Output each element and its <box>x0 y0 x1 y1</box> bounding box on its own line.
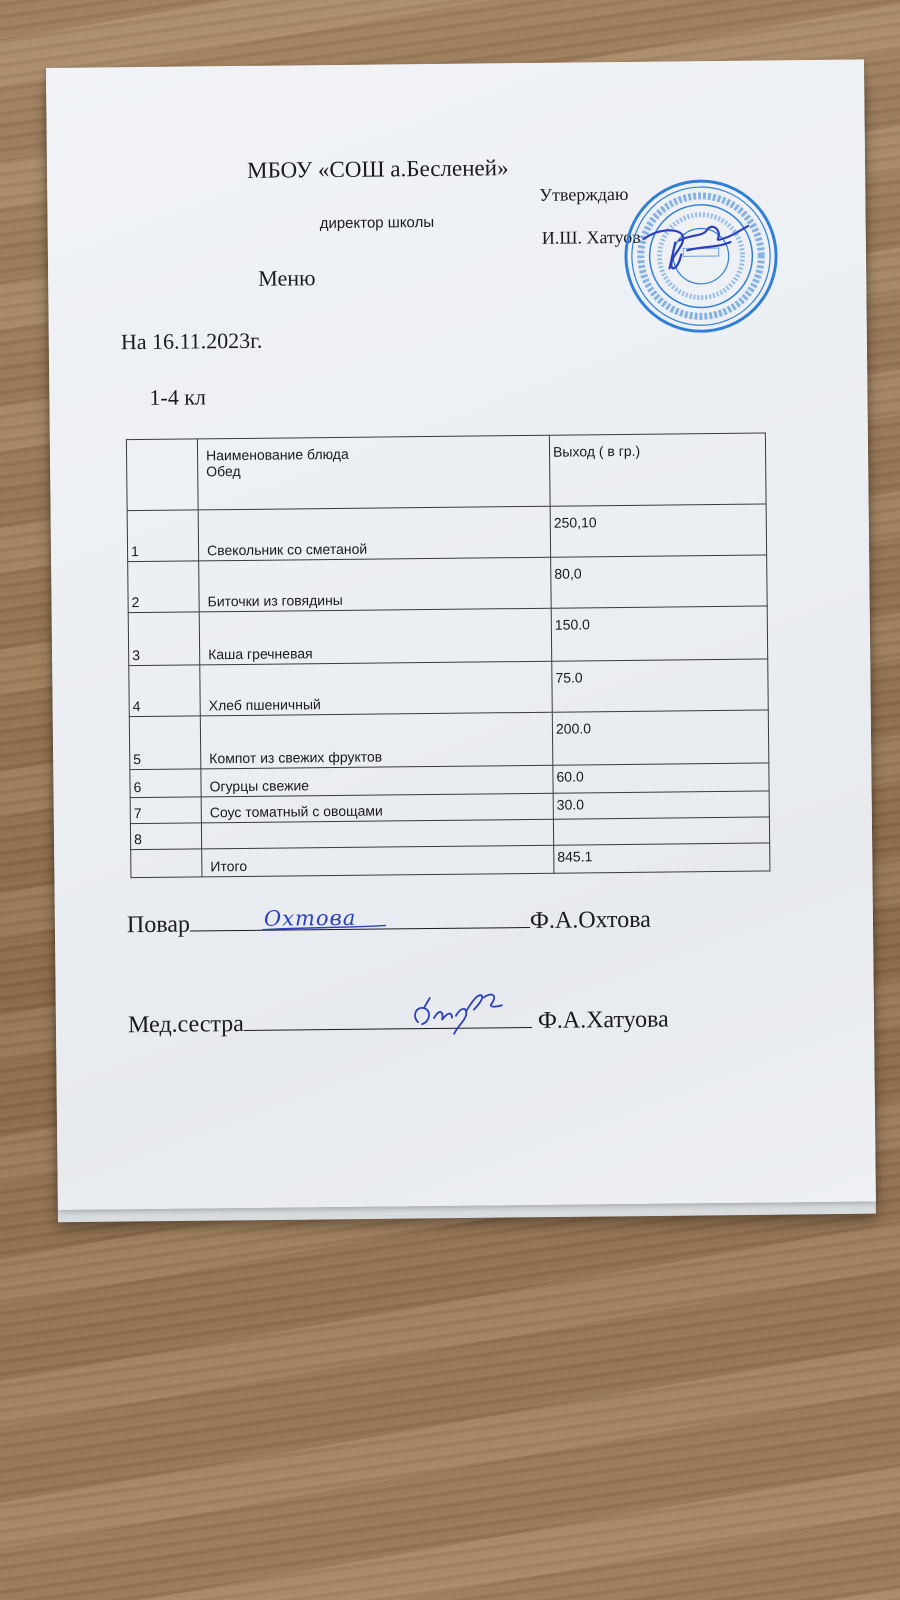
header-yield: Выход ( в гр.) <box>549 433 766 506</box>
document-title: Меню <box>258 265 316 291</box>
menu-table <box>126 432 771 878</box>
dish-name: Свекольник со сметаной <box>198 506 551 561</box>
table-row <box>128 606 768 666</box>
director-title: директор школы <box>319 213 435 233</box>
nurse-signature-line <box>128 1004 669 1040</box>
dish-name: Соус томатный с овощами <box>201 793 553 823</box>
dish-name: Огурцы свежие <box>201 765 553 797</box>
director-name: И.Ш. Хатуов <box>541 226 641 248</box>
table-header-row <box>126 433 766 511</box>
table-total-row <box>131 843 770 878</box>
dish-yield: 75.0 <box>552 659 769 712</box>
table-row <box>127 504 766 562</box>
header-name-cell <box>197 435 550 510</box>
cook-handwritten-signature-icon <box>260 900 390 935</box>
grade-label: 1-4 кл <box>149 384 207 410</box>
row-number: 3 <box>128 612 200 666</box>
nurse-label: Мед.сестра <box>127 1010 245 1039</box>
row-number: 2 <box>128 561 200 613</box>
dish-yield: 150.0 <box>551 606 768 661</box>
cook-label: Повар <box>126 911 191 939</box>
header-num-cell <box>126 439 198 511</box>
cook-handwritten-text: Охтова <box>263 905 357 931</box>
dish-name: Компот из свежих фруктов <box>200 712 553 769</box>
dish-name: Каша гречневая <box>199 608 552 665</box>
row-number: 8 <box>130 823 201 850</box>
school-name: МБОУ «СОШ а.Бесленей» <box>246 155 509 183</box>
menu-date: На 16.11.2023г. <box>120 327 263 355</box>
dish-yield: 30.0 <box>553 791 769 819</box>
dish-name: Биточки из говядины <box>199 557 552 612</box>
menu-document <box>46 59 876 1210</box>
row-number: 5 <box>129 716 201 770</box>
dish-yield: 80,0 <box>551 555 768 608</box>
round-seal-icon <box>621 176 781 336</box>
total-num-cell <box>131 849 202 878</box>
dish-name <box>201 819 553 849</box>
row-number: 4 <box>129 665 201 717</box>
approval-label: Утверждаю <box>539 183 629 205</box>
dish-yield: 250,10 <box>550 504 767 557</box>
dish-yield: 200.0 <box>552 710 769 765</box>
table-row <box>129 710 769 770</box>
dish-name: Хлеб пшеничный <box>200 661 553 716</box>
header-dish-name: Наименование блюда <box>205 445 349 464</box>
dish-yield <box>553 817 769 845</box>
cook-name: Ф.А.Охтова <box>529 906 651 934</box>
dish-yield: 60.0 <box>553 763 769 793</box>
row-number: 6 <box>130 769 201 798</box>
table-row <box>128 555 767 613</box>
total-label: Итого <box>202 845 554 877</box>
total-value: 845.1 <box>554 843 770 873</box>
header-meal: Обед <box>206 462 241 480</box>
nurse-handwritten-signature-icon <box>408 981 509 1038</box>
row-number: 1 <box>127 510 199 562</box>
row-number: 7 <box>130 797 201 824</box>
table-row <box>129 659 768 717</box>
nurse-name: Ф.А.Хатуова <box>537 1006 669 1034</box>
